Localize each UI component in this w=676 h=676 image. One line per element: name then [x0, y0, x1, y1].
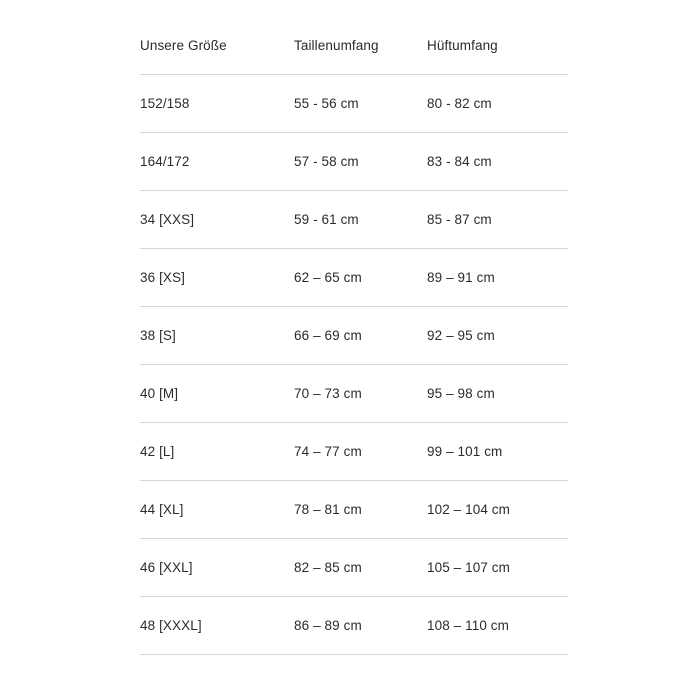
- table-row: [140, 423, 568, 481]
- hip-cell: 83 - 84 cm: [427, 154, 492, 169]
- size-cell: 152/158: [140, 96, 190, 111]
- table-row: [140, 307, 568, 365]
- waist-cell: 78 – 81 cm: [294, 502, 362, 517]
- waist-cell: 55 - 56 cm: [294, 96, 359, 111]
- waist-cell: 59 - 61 cm: [294, 212, 359, 227]
- size-cell: 40 [M]: [140, 386, 179, 401]
- size-cell: 38 [S]: [140, 328, 176, 343]
- header-hip: Hüftumfang: [427, 38, 498, 53]
- waist-cell: 66 – 69 cm: [294, 328, 362, 343]
- table-row: [140, 133, 568, 191]
- size-cell: 34 [XXS]: [140, 212, 195, 227]
- hip-cell: 85 - 87 cm: [427, 212, 492, 227]
- size-cell: 48 [XXXL]: [140, 618, 202, 633]
- table-row: [140, 365, 568, 423]
- table-row: [140, 597, 568, 655]
- table-row: [140, 481, 568, 539]
- table-header-row: [140, 17, 568, 75]
- waist-cell: 62 – 65 cm: [294, 270, 362, 285]
- hip-cell: 99 – 101 cm: [427, 444, 503, 459]
- table-row: [140, 191, 568, 249]
- size-cell: 36 [XS]: [140, 270, 185, 285]
- hip-cell: 89 – 91 cm: [427, 270, 495, 285]
- table-row: [140, 249, 568, 307]
- table-row: [140, 75, 568, 133]
- waist-cell: 74 – 77 cm: [294, 444, 362, 459]
- hip-cell: 95 – 98 cm: [427, 386, 495, 401]
- hip-cell: 105 – 107 cm: [427, 560, 511, 575]
- size-cell: 164/172: [140, 154, 190, 169]
- waist-cell: 57 - 58 cm: [294, 154, 359, 169]
- waist-cell: 82 – 85 cm: [294, 560, 362, 575]
- header-size: Unsere Größe: [140, 38, 227, 53]
- size-cell: 42 [L]: [140, 444, 175, 459]
- hip-cell: 102 – 104 cm: [427, 502, 511, 517]
- table-row: [140, 539, 568, 597]
- header-waist: Taillenumfang: [294, 38, 379, 53]
- hip-cell: 108 – 110 cm: [427, 618, 510, 633]
- waist-cell: 70 – 73 cm: [294, 386, 362, 401]
- waist-cell: 86 – 89 cm: [294, 618, 362, 633]
- hip-cell: 92 – 95 cm: [427, 328, 495, 343]
- size-table: [140, 17, 568, 655]
- hip-cell: 80 - 82 cm: [427, 96, 492, 111]
- size-cell: 46 [XXL]: [140, 560, 193, 575]
- size-cell: 44 [XL]: [140, 502, 184, 517]
